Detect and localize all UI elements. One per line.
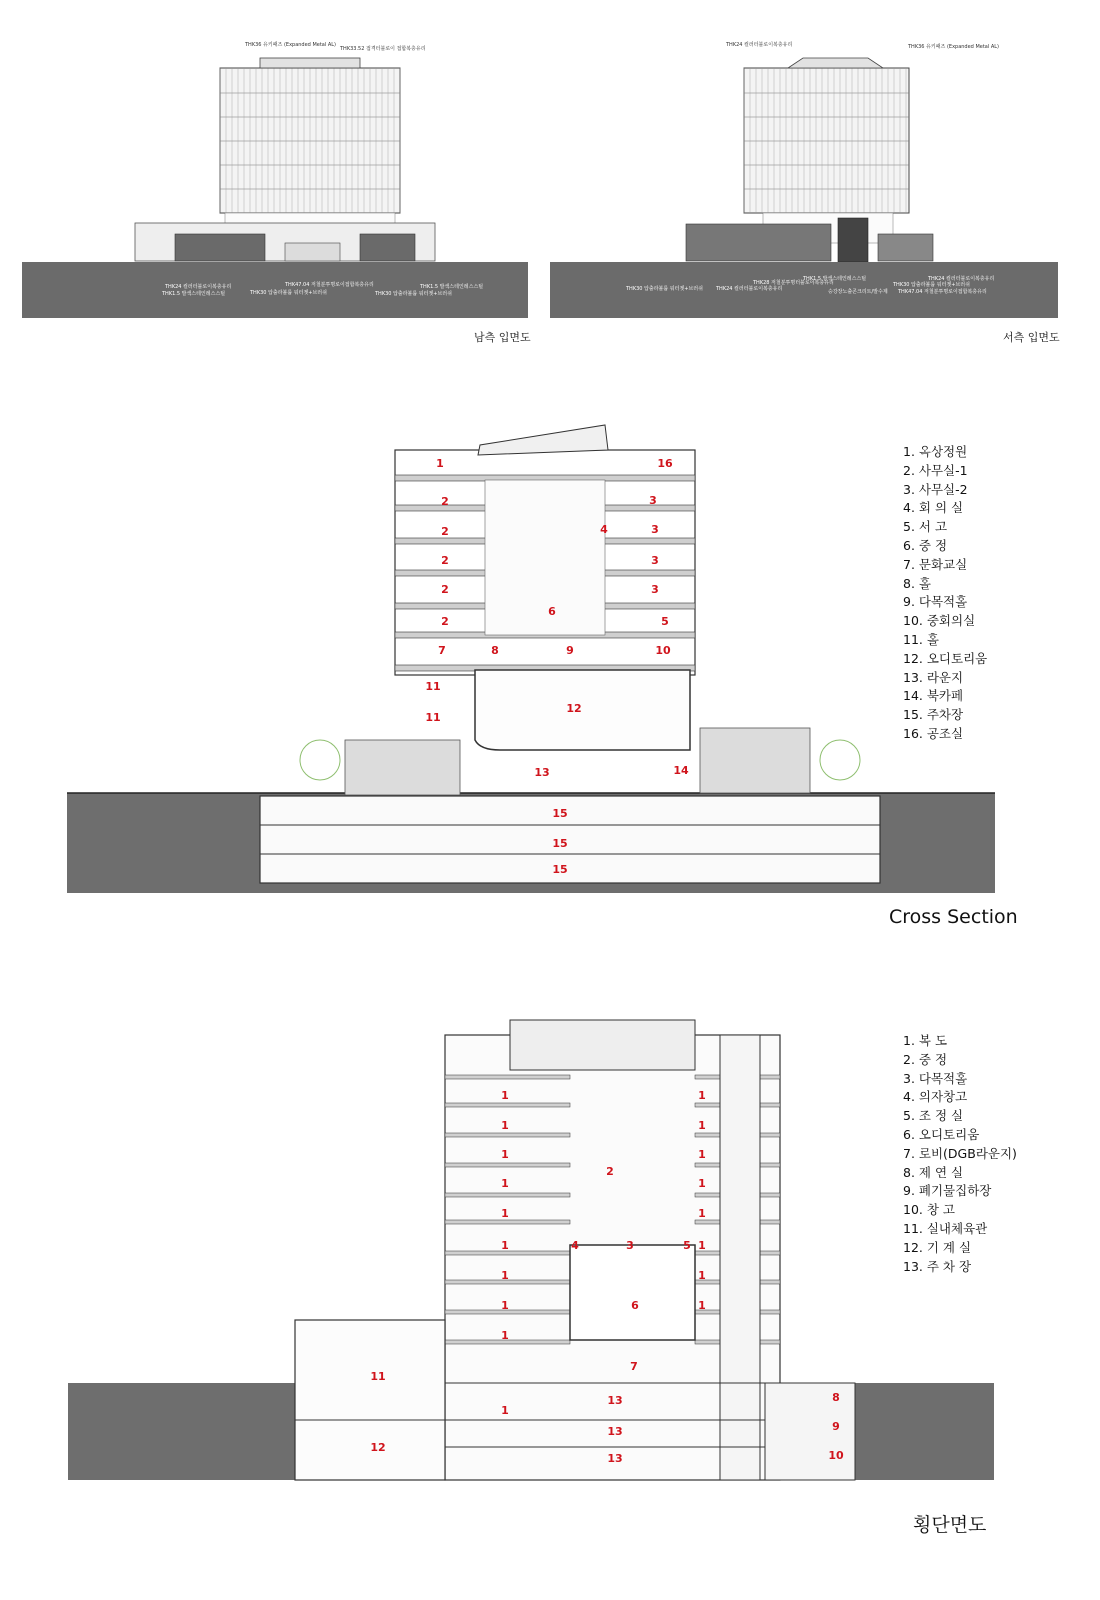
- cross-section-room-label: 13: [534, 766, 550, 779]
- long-section-room-label: 1: [501, 1329, 509, 1342]
- cross-section-room-label: 14: [673, 764, 689, 777]
- long-section-room-label: 13: [607, 1452, 623, 1465]
- west-elevation-caption: 서측 입면도: [1003, 331, 1060, 344]
- long-section-room-label: 1: [698, 1148, 706, 1161]
- svg-text:THK1.5 발색스테인레스스틸: THK1.5 발색스테인레스스틸: [803, 276, 867, 282]
- svg-text:THK36 유키패즈 (Expanded Metal AL): THK36 유키패즈 (Expanded Metal AL): [245, 42, 336, 48]
- long-section-legend-item: 7. 로비(DGB라운지): [903, 1145, 1017, 1161]
- cross-section-room-label: 5: [661, 615, 669, 628]
- cross-section-room-label: 11: [425, 711, 441, 724]
- cross-section-room-label: 2: [441, 583, 449, 596]
- svg-text:THK1.5 발색스테인레스스틸: THK1.5 발색스테인레스스틸: [420, 284, 484, 290]
- long-section-room-label: 1: [501, 1299, 509, 1312]
- cross-section-legend-item: 5. 서 고: [903, 519, 948, 535]
- cross-section-room-label: 15: [552, 807, 568, 820]
- long-section-room-label: 1: [501, 1119, 509, 1132]
- cross-section-room-label: 6: [548, 605, 556, 618]
- cross-section-room-label: 15: [552, 837, 568, 850]
- long-section-room-label: 1: [501, 1239, 509, 1252]
- long-section-legend: [903, 1032, 1017, 1276]
- cross-section-room-label: 12: [566, 702, 582, 715]
- long-section-room-label: 1: [501, 1404, 509, 1417]
- long-section-legend-item: 8. 제 연 실: [903, 1164, 964, 1180]
- cross-section-room-label: 3: [651, 554, 659, 567]
- cross-section-legend-item: 6. 중 정: [903, 537, 948, 553]
- cross-section-legend-item: 14. 북카페: [903, 688, 964, 704]
- svg-text:THK28 저철분투명터블로이복층유리: THK28 저철분투명터블로이복층유리: [753, 280, 834, 286]
- svg-text:THK30 압출라볼륨 워터젯+브러쉬: THK30 압출라볼륨 워터젯+브러쉬: [250, 290, 327, 296]
- long-section-room-label: 10: [828, 1449, 844, 1462]
- cross-section-caption: Cross Section: [889, 906, 1018, 928]
- svg-text:THK24 컬러터블로이복층유리: THK24 컬러터블로이복층유리: [165, 284, 232, 290]
- long-section-legend-item: 2. 중 정: [903, 1051, 948, 1067]
- cross-section-room-label: 15: [552, 863, 568, 876]
- long-section-room-label: 1: [698, 1119, 706, 1132]
- long-section-room-label: 1: [698, 1089, 706, 1102]
- cross-section-room-label: 2: [441, 554, 449, 567]
- cross-section-legend-item: 11. 홀: [903, 631, 939, 647]
- cross-section-room-label: 2: [441, 495, 449, 508]
- cross-section-legend-item: 3. 사무실-2: [903, 481, 968, 497]
- svg-text:THK30 압출라볼륨 워터젯+브러쉬: THK30 압출라볼륨 워터젯+브러쉬: [893, 282, 970, 288]
- long-section-room-label: 1: [698, 1207, 706, 1220]
- south-elevation-caption: 남측 입면도: [474, 331, 531, 344]
- long-section-room-label: 1: [501, 1148, 509, 1161]
- long-section-caption: 횡단면도: [913, 1514, 987, 1536]
- cross-section-room-label: 9: [566, 644, 574, 657]
- svg-text:THK24 컬러터블로이복층유리: THK24 컬러터블로이복층유리: [928, 276, 995, 282]
- cross-section-room-label: 2: [441, 615, 449, 628]
- cross-section-legend-item: 2. 사무실-1: [903, 462, 968, 478]
- cross-section-legend-item: 16. 공조실: [903, 725, 964, 741]
- cross-section-legend-item: 1. 옥상정원: [903, 444, 968, 459]
- long-section-room-label: 1: [501, 1207, 509, 1220]
- long-section-room-label: 1: [698, 1269, 706, 1282]
- cross-section-legend-item: 7. 문화교실: [903, 556, 968, 572]
- cross-section-room-label: 3: [649, 494, 657, 507]
- long-section-room-label: 12: [370, 1441, 386, 1454]
- long-section-legend-item: 4. 의자창고: [903, 1089, 968, 1105]
- svg-text:THK1.5 발색스테인레스스틸: THK1.5 발색스테인레스스틸: [162, 291, 226, 297]
- long-section-room-label: 8: [832, 1391, 840, 1404]
- long-section-legend-item: 13. 주 차 장: [903, 1258, 972, 1274]
- long-section-room-label: 1: [501, 1177, 509, 1190]
- long-section-room-label: 1: [698, 1299, 706, 1312]
- cross-section-room-label: 3: [651, 583, 659, 596]
- cross-section-room-label: 2: [441, 525, 449, 538]
- cross-section-room-label: 7: [438, 644, 446, 657]
- cross-section-room-label: 11: [425, 680, 441, 693]
- svg-text:THK47.04 저철분투명로이접합복층유리: THK47.04 저철분투명로이접합복층유리: [898, 289, 987, 295]
- long-section-room-label: 1: [501, 1089, 509, 1102]
- cross-section-legend-item: 15. 주차장: [903, 707, 964, 723]
- cross-section-legend-item: 13. 라운지: [903, 669, 964, 685]
- west-elevation-drawing: [548, 38, 1060, 320]
- svg-text:THK24 컬러터블로이복층유리: THK24 컬러터블로이복층유리: [726, 42, 793, 48]
- cross-section-legend-item: 10. 중회의실: [903, 613, 976, 629]
- cross-section-room-label: 8: [491, 644, 499, 657]
- long-section-drawing: [60, 1015, 1000, 1515]
- long-section-room-label: 4: [571, 1239, 579, 1252]
- long-section-legend-item: 3. 다목적홀: [903, 1070, 968, 1086]
- long-section-room-label: 2: [606, 1165, 614, 1178]
- long-section-room-label: 5: [683, 1239, 691, 1252]
- long-section-room-label: 11: [370, 1370, 386, 1383]
- south-elevation-drawing: [20, 38, 530, 320]
- long-section-legend-item: 11. 실내체육관: [903, 1220, 988, 1236]
- long-section-room-label: 9: [832, 1420, 840, 1433]
- long-section-legend-item: 5. 조 정 실: [903, 1108, 964, 1124]
- cross-section-legend-item: 4. 회 의 실: [903, 500, 964, 516]
- long-section-legend-item: 9. 폐기물집하장: [903, 1183, 992, 1199]
- long-section-legend-item: 6. 오디토리움: [903, 1126, 980, 1142]
- svg-text:THK33.52 접격터블로이 접합복층유리: THK33.52 접격터블로이 접합복층유리: [340, 46, 426, 52]
- cross-section-legend: [903, 443, 987, 744]
- svg-text:THK36 유키패즈 (Expanded Metal AL): THK36 유키패즈 (Expanded Metal AL): [908, 44, 999, 50]
- cross-section-room-label: 1: [436, 457, 444, 470]
- cross-section-drawing: [60, 420, 1000, 900]
- cross-section-room-label: 16: [657, 457, 673, 470]
- cross-section-room-label: 10: [655, 644, 671, 657]
- svg-text:승강장노출콘크리트/발수제: 승강장노출콘크리트/발수제: [828, 289, 888, 295]
- long-section-room-label: 3: [626, 1239, 634, 1252]
- svg-text:THK24 컬러터블로이복층유리: THK24 컬러터블로이복층유리: [716, 286, 783, 292]
- svg-text:THK30 압출라볼륨 워터젯+브러쉬: THK30 압출라볼륨 워터젯+브러쉬: [626, 286, 703, 292]
- long-section-room-label: 13: [607, 1425, 623, 1438]
- cross-section-room-label: 3: [651, 523, 659, 536]
- long-section-room-label: 13: [607, 1394, 623, 1407]
- long-section-room-label: 7: [630, 1360, 638, 1373]
- long-section-room-label: 6: [631, 1299, 639, 1312]
- cross-section-legend-item: 12. 오디토리움: [903, 650, 988, 666]
- cross-section-legend-item: 9. 다목적홀: [903, 594, 968, 610]
- long-section-legend-item: 1. 복 도: [903, 1033, 948, 1048]
- long-section-legend-item: 10. 창 고: [903, 1202, 955, 1218]
- long-section-legend-item: 12. 기 계 실: [903, 1239, 972, 1255]
- long-section-room-label: 1: [501, 1269, 509, 1282]
- cross-section-room-label: 4: [600, 523, 608, 536]
- cross-section-legend-item: 8. 홀: [903, 575, 931, 591]
- long-section-room-label: 1: [698, 1177, 706, 1190]
- long-section-room-label: 1: [698, 1239, 706, 1252]
- svg-text:THK30 압출라볼륨 워터젯+브러쉬: THK30 압출라볼륨 워터젯+브러쉬: [375, 291, 452, 297]
- svg-text:THK47.04 저철분투명로이접합복층유리: THK47.04 저철분투명로이접합복층유리: [285, 282, 374, 288]
